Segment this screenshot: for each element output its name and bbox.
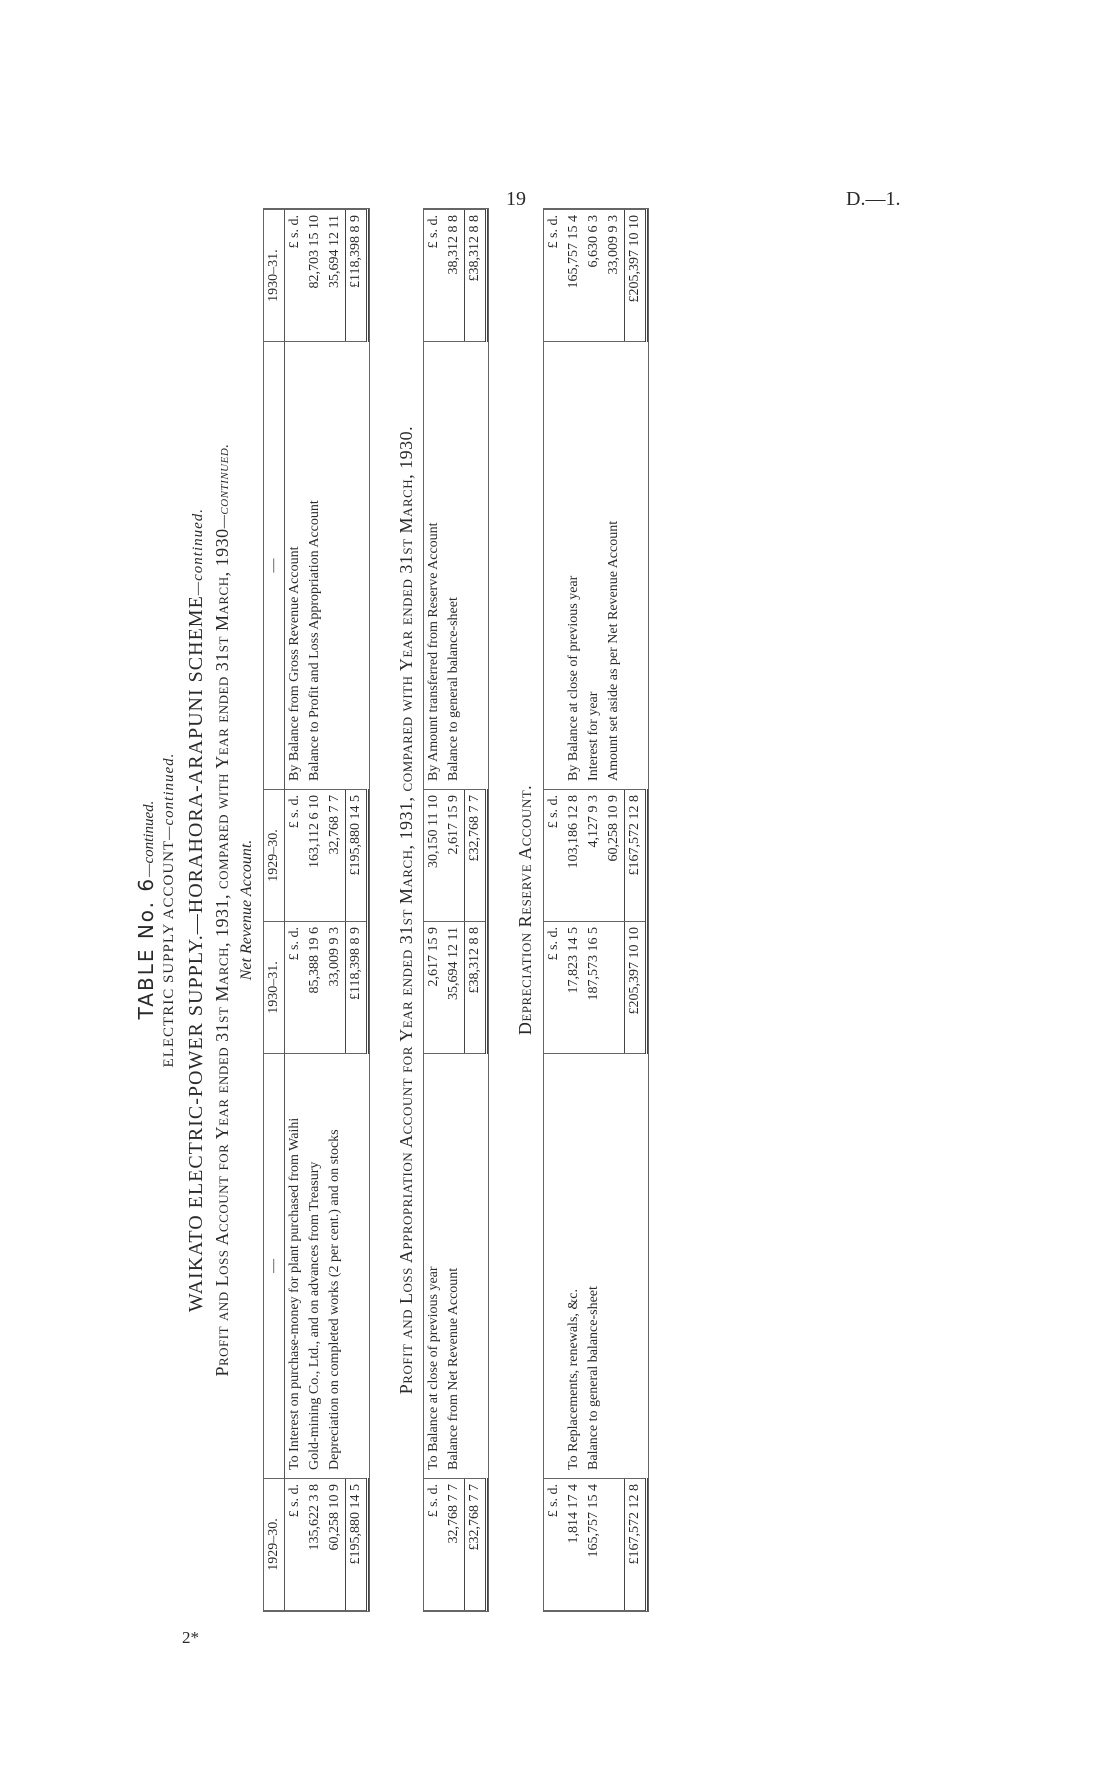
entry-text: To Replacements, renewals, &c. bbox=[565, 1288, 581, 1470]
amount-curr: 6,630 6 3 bbox=[584, 210, 604, 342]
col-header-curr: 1930–31. bbox=[264, 922, 285, 1054]
amount-prev: 2,617 15 9 bbox=[444, 789, 465, 921]
net-revenue-table bbox=[264, 209, 369, 1611]
sheet-mark: 2* bbox=[182, 1628, 199, 1647]
col-header-dash: — bbox=[264, 1054, 285, 1479]
entry-text: By Balance from Gross Revenue Account bbox=[286, 546, 302, 781]
unit-label: £ s. d. bbox=[544, 789, 564, 921]
entry-text: Balance from Net Revenue Account bbox=[446, 1267, 462, 1470]
entry-text: Balance to general balance-sheet bbox=[446, 597, 462, 781]
total-curr: £118,398 8 9 bbox=[345, 210, 367, 342]
net-revenue-subheading: Net Revenue Account. bbox=[238, 839, 256, 981]
amount-curr: 82,703 15 10 bbox=[305, 210, 325, 342]
depreciation-heading: Depreciation Reserve Account. bbox=[515, 784, 536, 1036]
unit-label: £ s. d. bbox=[544, 1478, 564, 1610]
unit-label: £ s. d. bbox=[544, 922, 564, 1054]
amount-prev: 135,622 3 8 bbox=[305, 1478, 325, 1610]
unit-label: £ s. d. bbox=[284, 1478, 305, 1610]
page-reference: D.—1. bbox=[846, 188, 901, 210]
entry-text: Gold-mining Co., Ltd., and on advances from Treasury bbox=[306, 1161, 322, 1470]
total-prev: £167,572 12 8 bbox=[624, 789, 646, 921]
unit-label: £ s. d. bbox=[284, 789, 305, 921]
amount-prev: 60,258 10 9 bbox=[604, 789, 625, 921]
entry-text: Balance to Profit and Loss Appropriation Account bbox=[306, 500, 322, 781]
amount-prev: 32,768 7 7 bbox=[444, 1478, 465, 1610]
total-curr: £205,397 10 10 bbox=[624, 922, 646, 1054]
appropriation-heading: Profit and Loss Appropriation Account for Year ended 31st March, 1931, compared with Year ended 31st March, 1930. bbox=[395, 425, 416, 1395]
amount-curr: 35,694 12 11 bbox=[325, 210, 346, 342]
entry-text: To Interest on purchase-money for plant purchased from Waihi bbox=[286, 1117, 302, 1470]
amount-curr: 187,573 16 5 bbox=[584, 922, 604, 1054]
page-number: 19 bbox=[506, 188, 526, 210]
appropriation-account bbox=[423, 208, 489, 1612]
amount-curr: 85,388 19 6 bbox=[305, 922, 325, 1054]
supply-heading: ELECTRIC SUPPLY ACCOUNT—continued. bbox=[160, 752, 177, 1068]
amount-curr: 165,757 15 4 bbox=[564, 210, 584, 342]
appropriation-table bbox=[424, 209, 488, 1611]
amount-prev: 30,150 11 10 bbox=[424, 789, 444, 921]
unit-label: £ s. d. bbox=[544, 210, 564, 342]
table-heading: TABLE No. 6—continued. bbox=[134, 800, 158, 1020]
entry-text: By Amount transferred from Reserve Account bbox=[426, 522, 442, 781]
entry-text: Depreciation on completed works (2 per cent.) and on stocks bbox=[326, 1129, 342, 1470]
amount-prev: 32,768 7 7 bbox=[325, 789, 346, 921]
amount-prev: 103,186 12 8 bbox=[564, 789, 584, 921]
amount-curr: 35,694 12 11 bbox=[444, 922, 465, 1054]
total-prev: £32,768 7 7 bbox=[465, 789, 487, 921]
amount-curr: 2,617 15 9 bbox=[424, 922, 444, 1054]
amount-curr: 38,312 8 8 bbox=[444, 210, 465, 342]
col-header-curr: 1930–31. bbox=[264, 210, 285, 342]
unit-label: £ s. d. bbox=[284, 922, 305, 1054]
col-header-dash: — bbox=[264, 342, 285, 790]
amount-prev: 4,127 9 3 bbox=[584, 789, 604, 921]
unit-label: £ s. d. bbox=[284, 210, 305, 342]
entry-text: Amount set aside as per Net Revenue Account bbox=[605, 520, 621, 781]
unit-label: £ s. d. bbox=[424, 1478, 444, 1610]
total-prev: £167,572 12 8 bbox=[624, 1478, 646, 1610]
total-prev: £195,880 14 5 bbox=[345, 789, 367, 921]
total-curr: £38,312 8 8 bbox=[465, 210, 487, 342]
rotated-sheet bbox=[130, 200, 890, 1620]
entry-text: By Balance at close of previous year bbox=[565, 575, 581, 781]
amount-prev: 1,814 17 4 bbox=[564, 1478, 584, 1610]
col-header-prev: 1929–30. bbox=[264, 1478, 285, 1610]
total-prev: £195,880 14 5 bbox=[345, 1478, 367, 1610]
entry-text: Balance to general balance-sheet bbox=[585, 1286, 601, 1470]
amount-prev: 60,258 10 9 bbox=[325, 1478, 346, 1610]
entry-text: To Balance at close of previous year bbox=[426, 1266, 442, 1470]
pl-heading: Profit and Loss Account for Year ended 31st March, 1931, compared with Year ended 31st March, 1930—continued. bbox=[211, 443, 232, 1377]
total-curr: £38,312 8 8 bbox=[465, 922, 487, 1054]
depreciation-table bbox=[544, 209, 648, 1611]
amount-curr: 33,009 9 3 bbox=[604, 210, 625, 342]
unit-label: £ s. d. bbox=[424, 210, 444, 342]
amount-prev: 163,112 6 10 bbox=[305, 789, 325, 921]
col-header-prev: 1929–30. bbox=[264, 789, 285, 921]
depreciation-account bbox=[543, 208, 649, 1612]
amount-prev: 165,757 15 4 bbox=[584, 1478, 604, 1610]
total-prev: £32,768 7 7 bbox=[465, 1478, 487, 1610]
amount-curr: 17,823 14 5 bbox=[564, 922, 584, 1054]
entry-text: Interest for year bbox=[585, 691, 601, 781]
scheme-heading: WAIKATO ELECTRIC-POWER SUPPLY.—HORAHORA-ARAPUNI SCHEME—continued. bbox=[184, 507, 207, 1313]
total-curr: £118,398 8 9 bbox=[345, 922, 367, 1054]
total-curr: £205,397 10 10 bbox=[624, 210, 646, 342]
net-revenue-account bbox=[263, 208, 370, 1612]
amount-curr: 33,009 9 3 bbox=[325, 922, 346, 1054]
